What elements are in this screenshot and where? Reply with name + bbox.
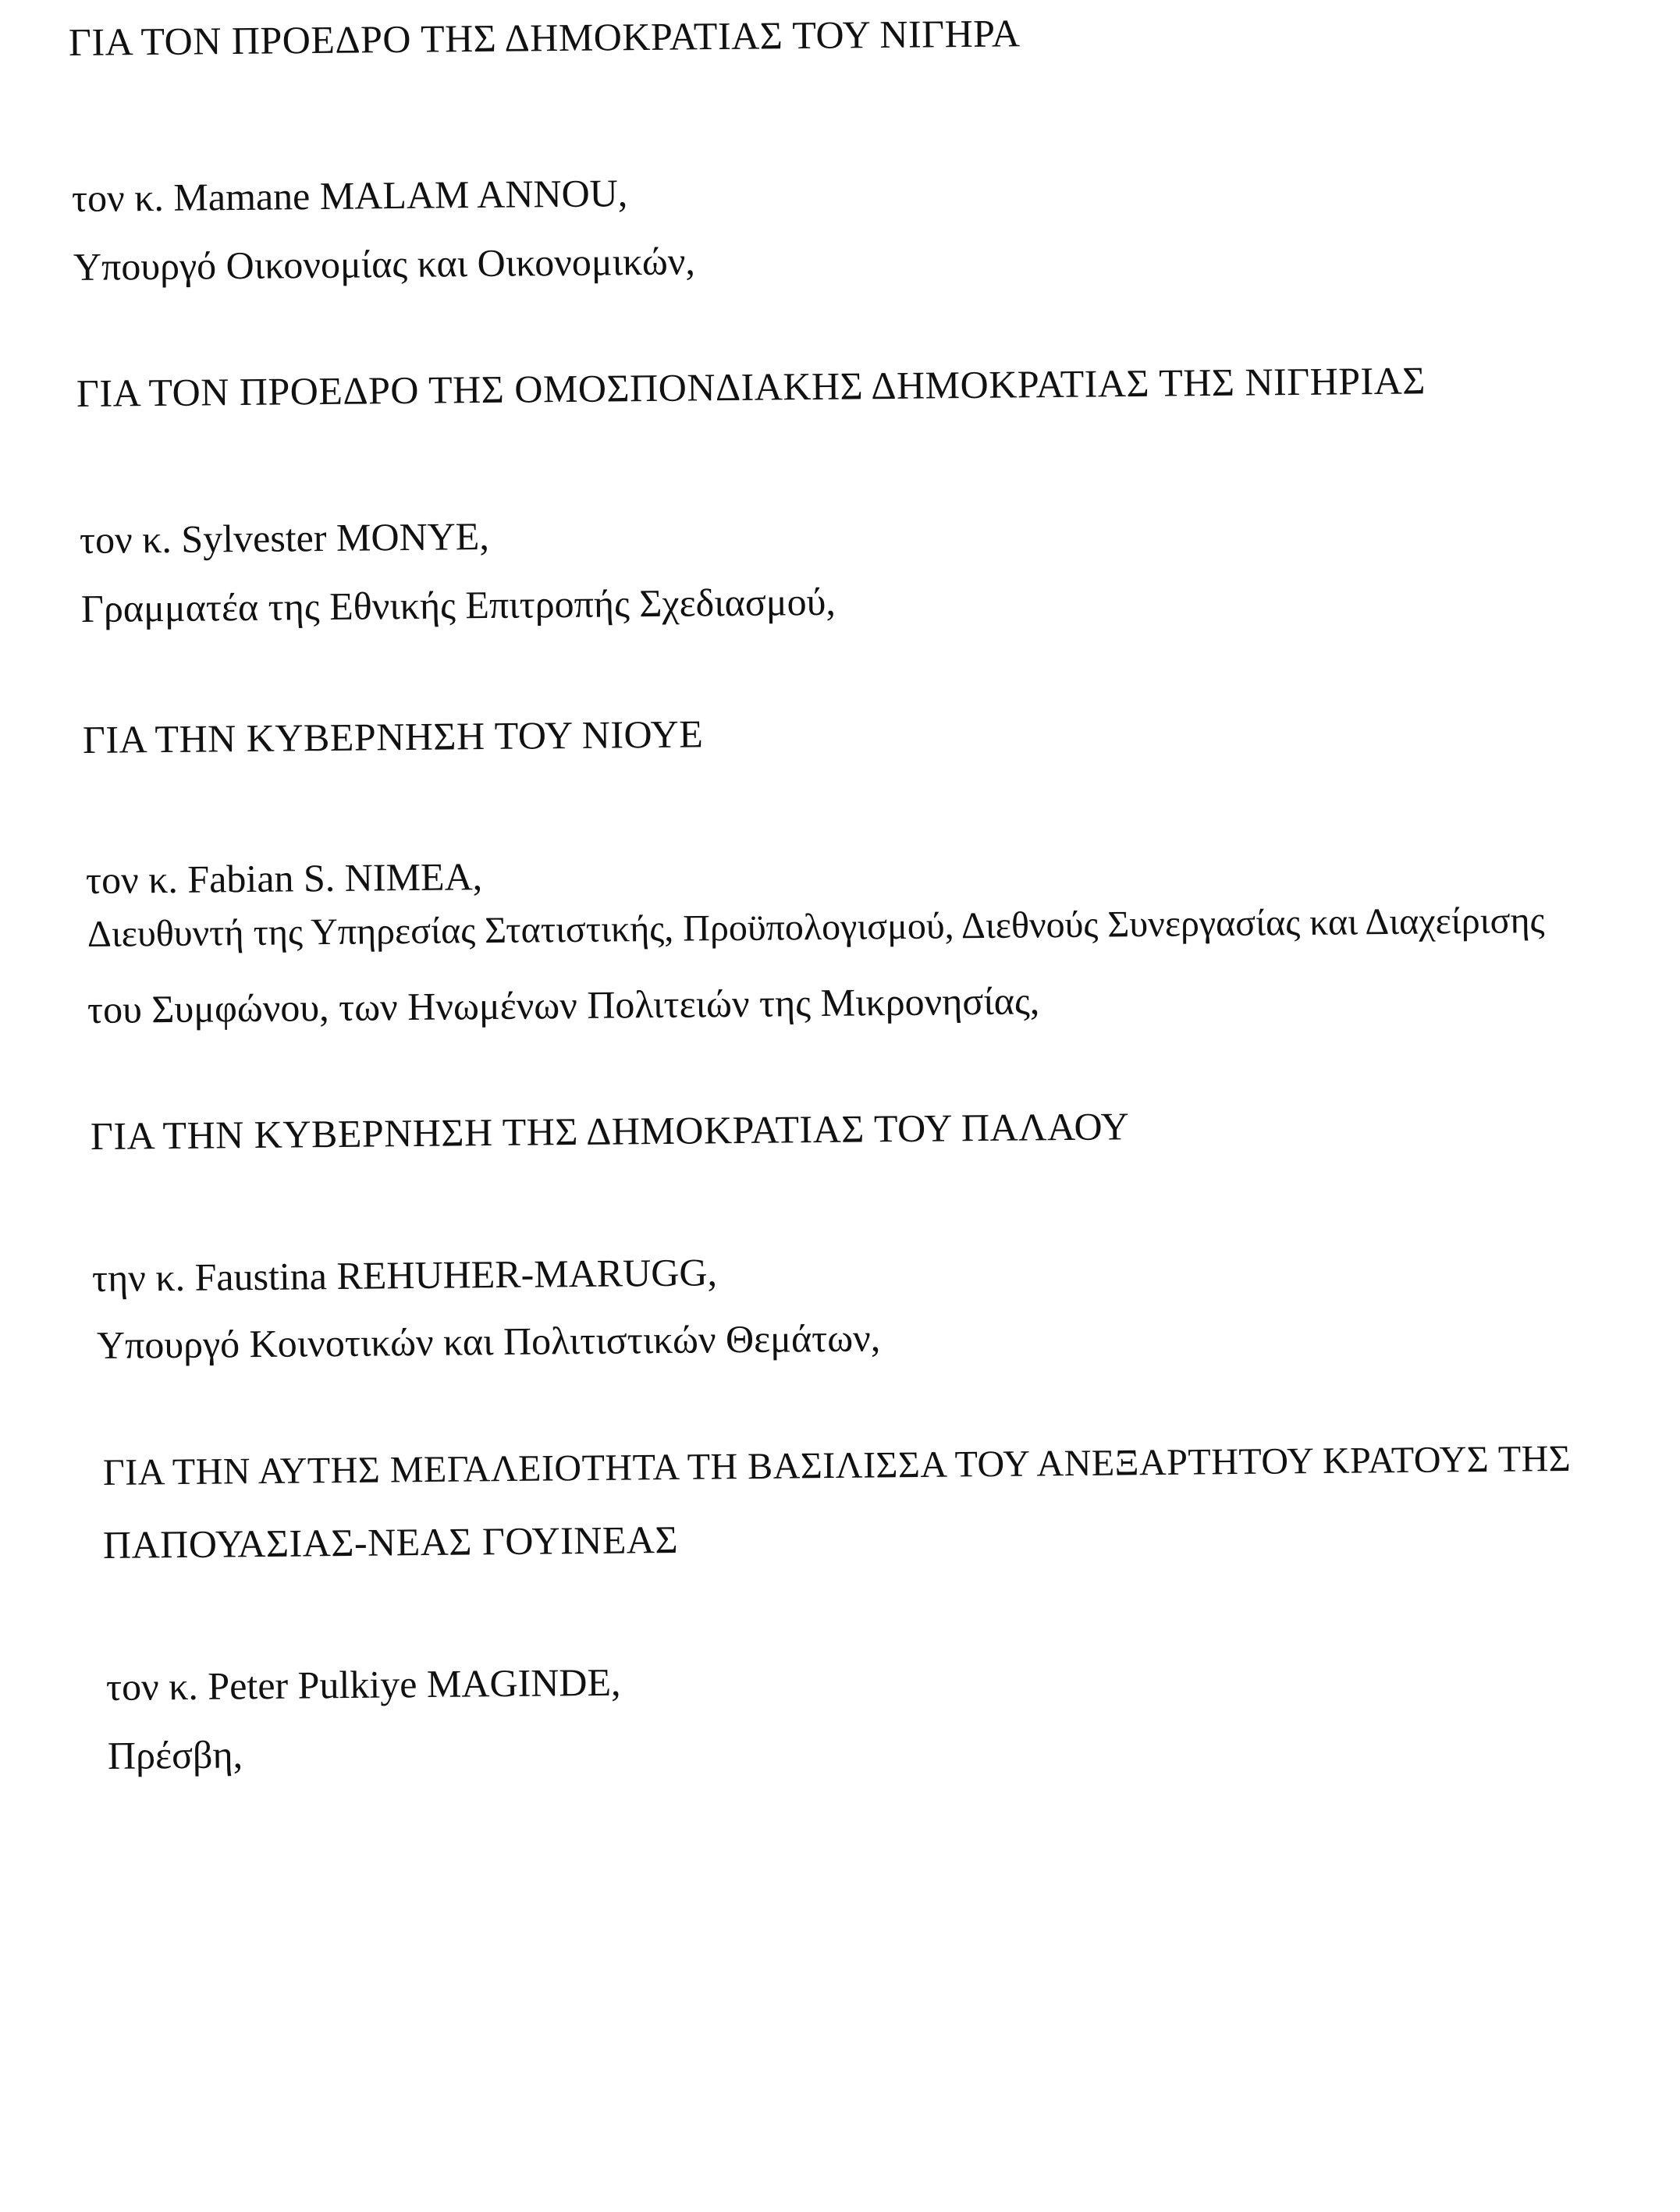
signatory-name-niue: τον κ. Fabian S. NIMEA, [85,854,483,902]
signatory-title-niue-line-2: του Συμφώνου, των Ηνωμένων Πολιτειών της Μικρονησίας, [87,978,1040,1031]
signatory-title-nigeria: Γραμματέα της Εθνικής Επιτροπής Σχεδιασμού, [80,579,836,630]
heading-niue: ΓΙΑ ΤΗΝ ΚΥΒΕΡΝΗΣΗ ΤΟΥ ΝΙΟΥΕ [82,712,704,762]
heading-papua-new-guinea-line-2: ΠΑΠΟΥΑΣΙΑΣ-ΝΕΑΣ ΓΟΥΙΝΕΑΣ [102,1517,679,1567]
signatory-name-palau: την κ. Faustina REHUHER-MARUGG, [91,1250,718,1300]
signatory-title-niue-line-1: Διευθυντή της Υπηρεσίας Στατιστικής, Προϋπολογισμού, Διεθνούς Συνεργασίας και Διαχείρισης [87,900,1545,955]
signatory-name-papua-new-guinea: τον κ. Peter Pulkiye MAGINDE, [105,1660,621,1709]
signatory-title-palau: Υπουργό Κοινοτικών και Πολιτιστικών Θεμάτων, [96,1315,881,1367]
signatory-title-papua-new-guinea: Πρέσβη, [107,1732,243,1777]
signatory-title-niger: Υπουργό Οικονομίας και Οικονομικών, [73,239,696,289]
signatory-name-nigeria: τον κ. Sylvester MONYE, [79,513,490,562]
heading-papua-new-guinea-line-1: ΓΙΑ ΤΗΝ ΑΥΤΗΣ ΜΕΓΑΛΕΙΟΤΗΤΑ ΤΗ ΒΑΣΙΛΙΣΣΑ ΤΟΥ ΑΝΕΞΑΡΤΗΤΟΥ ΚΡΑΤΟΥΣ ΤΗΣ [102,1437,1572,1493]
heading-palau: ΓΙΑ ΤΗΝ ΚΥΒΕΡΝΗΣΗ ΤΗΣ ΔΗΜΟΚΡΑΤΙΑΣ ΤΟΥ ΠΑΛΑΟΥ [90,1104,1130,1158]
heading-nigeria: ΓΙΑ ΤΟΝ ΠΡΟΕΔΡΟ ΤΗΣ ΟΜΟΣΠΟΝΔΙΑΚΗΣ ΔΗΜΟΚΡΑΤΙΑΣ ΤΗΣ ΝΙΓΗΡΙΑΣ [76,358,1426,415]
heading-niger: ΓΙΑ ΤΟΝ ΠΡΟΕΔΡΟ ΤΗΣ ΔΗΜΟΚΡΑΤΙΑΣ ΤΟΥ ΝΙΓΗΡΑ [68,11,1021,64]
signatory-name-niger: τον κ. Mamane MALAM ANNOU, [71,171,628,220]
